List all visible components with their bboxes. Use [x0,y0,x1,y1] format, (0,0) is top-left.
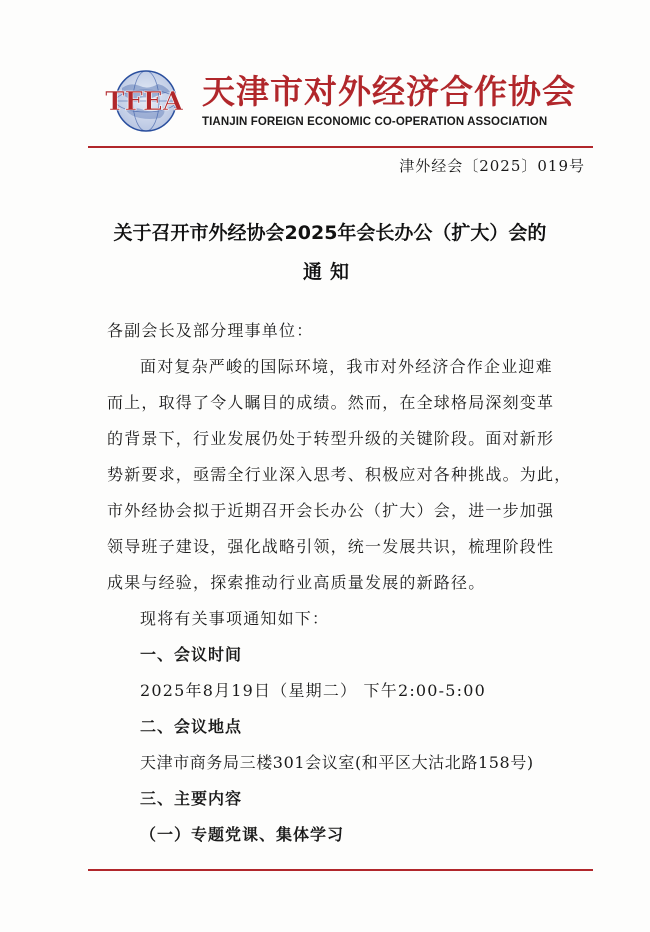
document-number: 津外经会〔2025〕019号 [399,157,585,175]
salutation: 各副会长及部分理事单位： [107,321,314,340]
paragraph-line: 市外经协会拟于近期召开会长办公（扩大）会，进一步加强 [107,501,555,520]
section-heading-location: 二、会议地点 [140,717,243,736]
footer-divider [88,869,593,871]
section-heading-time: 一、会议时间 [140,645,243,664]
org-name-english: TIANJIN FOREIGN ECONOMIC CO-OPERATION ASSOCIATION [202,116,548,128]
paragraph-line: 而上，取得了令人瞩目的成绩。然而，在全球格局深刻变革 [107,393,555,412]
meeting-location: 天津市商务局三楼301会议室(和平区大沽北路158号) [140,753,534,772]
paragraph-line: 面对复杂严峻的国际环境，我市对外经济合作企业迎难 [140,357,553,376]
letterhead [100,62,580,142]
subsection-heading: （一）专题党课、集体学习 [140,825,345,844]
paragraph-line: 成果与经验，探索推动行业高质量发展的新路径。 [107,573,486,592]
document-title-line1: 关于召开市外经协会2025年会长办公（扩大）会的 [113,222,547,244]
org-name-chinese: 天津市对外经济合作协会 [202,72,576,111]
paragraph-line: 的背景下，行业发展仍处于转型升级的关键阶段。面对新形 [107,429,555,448]
meeting-time: 2025年8月19日（星期二） 下午2:00-5:00 [140,681,487,700]
association-logo [100,68,188,134]
notice-intro: 现将有关事项通知如下： [140,609,330,628]
paragraph-line: 势新要求，亟需全行业深入思考、积极应对各种挑战。为此， [107,465,572,484]
logo-text: TFEA [105,87,183,117]
document-title-line2: 通知 [302,261,357,283]
paragraph-line: 领导班子建设，强化战略引领，统一发展共识，梳理阶段性 [107,537,555,556]
section-heading-content: 三、主要内容 [140,789,243,808]
header-divider [88,146,593,148]
